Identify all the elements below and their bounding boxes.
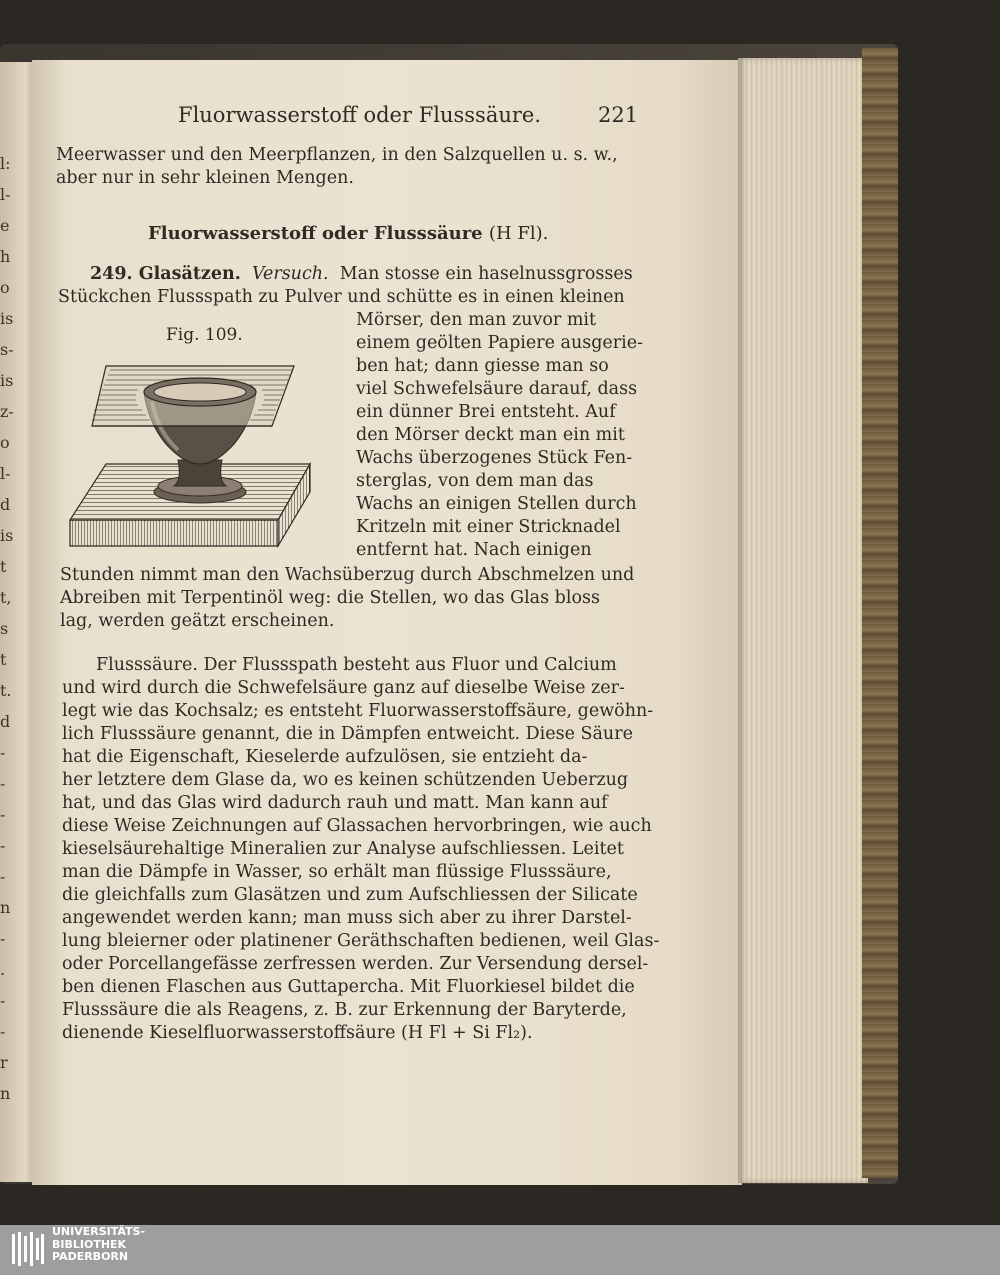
- text-line: ben dienen Flaschen aus Guttapercha. Mit Fluorkiesel bildet die: [62, 977, 635, 997]
- text-line: aber nur in sehr kleinen Mengen.: [56, 168, 354, 188]
- left-page-fragment: s: [0, 619, 9, 638]
- text-line: Mörser, den man zuvor mit: [356, 310, 597, 330]
- library-name-line: UNIVERSITÄTS-: [52, 1225, 146, 1238]
- page-edges: [738, 58, 868, 1183]
- text-line: Flusssäure die als Reagens, z. B. zur Erkennung der Baryterde,: [62, 1000, 627, 1020]
- left-page-fragment: t,: [0, 588, 12, 607]
- text-line: die gleichfalls zum Glasätzen und zum Aufschliessen der Silicate: [62, 885, 638, 905]
- left-page-fragment: is: [0, 526, 14, 545]
- section-heading-formula: (H Fl).: [488, 223, 549, 244]
- text-line: lag, werden geätzt erscheinen.: [60, 611, 335, 631]
- left-page-fragment: z-: [0, 402, 14, 421]
- left-page-fragment: -: [0, 1022, 6, 1041]
- left-page-fragment: -: [0, 991, 6, 1010]
- text-line: Flusssäure. Der Flussspath besteht aus Fluor und Calcium: [96, 655, 617, 675]
- text-line: [90, 264, 633, 284]
- left-page-fragment: t.: [0, 681, 12, 700]
- text-line: her letztere dem Glase da, wo es keinen schützenden Ueberzug: [62, 770, 629, 790]
- left-page-fragment: -: [0, 743, 6, 762]
- left-page-fragment: -: [0, 836, 6, 855]
- library-logo-icon: [10, 1230, 46, 1268]
- library-name-line: PADERBORN: [52, 1250, 129, 1263]
- left-page-fragment: e: [0, 216, 10, 235]
- running-head-title: Fluorwasserstoff oder Flusssäure.: [178, 103, 542, 127]
- text-line: kieselsäurehaltige Mineralien zur Analyse aufschliessen. Leitet: [62, 839, 624, 859]
- base-slab-side: [70, 520, 278, 546]
- text-line: entfernt hat. Nach einigen: [356, 540, 592, 560]
- section-heading: [148, 222, 548, 245]
- text-line: diese Weise Zeichnungen auf Glassachen hervorbringen, wie auch: [62, 816, 652, 836]
- text-line: oder Porcellangefässe zerfressen werden. Zur Versendung dersel-: [62, 954, 649, 974]
- text-line: Wachs überzogenes Stück Fen-: [356, 448, 633, 468]
- left-page-fragment: l:: [0, 154, 11, 173]
- text-line: Kritzeln mit einer Stricknadel: [356, 517, 621, 537]
- left-page-fragment: h: [0, 247, 11, 266]
- left-page-fragment: l-: [0, 185, 11, 204]
- text-line: viel Schwefelsäure darauf, dass: [356, 379, 638, 399]
- text-line: Stunden nimmt man den Wachsüberzug durch Abschmelzen und: [60, 565, 635, 585]
- experiment-number: 249. Glasätzen.: [90, 264, 241, 284]
- text-line: angewendet werden kann; man muss sich aber zu ihrer Darstel-: [62, 908, 632, 928]
- library-name-line: BIBLIOTHEK: [52, 1237, 127, 1251]
- library-footer-strip: [0, 1225, 1000, 1275]
- section-heading-text: Fluorwasserstoff oder Flusssäure: [148, 223, 483, 244]
- page-number: 221: [598, 103, 639, 127]
- text-line: und wird durch die Schwefelsäure ganz auf dieselbe Weise zer-: [62, 678, 625, 698]
- text-line: hat die Eigenschaft, Kieselerde aufzulösen, sie entzieht da-: [62, 747, 588, 767]
- left-page-fragment: l-: [0, 464, 11, 483]
- left-page-fragment: -: [0, 929, 6, 948]
- text-line: ben hat; dann giesse man so: [356, 356, 609, 376]
- left-page-fragment: -: [0, 805, 6, 824]
- figure-caption: Fig. 109.: [166, 325, 243, 345]
- text-line: Meerwasser und den Meerpflanzen, in den Salzquellen u. s. w.,: [56, 145, 618, 165]
- text-line: dienende Kieselfluorwasserstoffsäure (H Fl + Si Fl₂).: [62, 1023, 533, 1043]
- left-page-fragment: t: [0, 650, 7, 669]
- left-page-fragment: o: [0, 278, 10, 297]
- text-line: einem geölten Papiere ausgerie-: [356, 333, 643, 353]
- text-line: Wachs an einigen Stellen durch: [356, 494, 637, 514]
- book-spine: [862, 48, 898, 1178]
- text-line: legt wie das Kochsalz; es entsteht Fluorwasserstoffsäure, gewöhn-: [62, 701, 654, 721]
- left-page-fragment: .: [0, 960, 6, 979]
- mortar-figure: [66, 362, 314, 548]
- text-line: man die Dämpfe in Wasser, so erhält man flüssige Flusssäure,: [62, 862, 612, 882]
- text-line: sterglas, von dem man das: [356, 471, 594, 491]
- left-page-fragment: -: [0, 867, 6, 886]
- left-page-fragment: n: [0, 1084, 11, 1103]
- text-line: lung bleierner oder platinener Geräthschaften bedienen, weil Glas-: [62, 931, 660, 951]
- experiment-label: Versuch.: [251, 264, 329, 284]
- left-page-fragment: is: [0, 371, 14, 390]
- text-line: Abreiben mit Terpentinöl weg: die Stellen, wo das Glas bloss: [60, 588, 600, 608]
- left-page-fragment: r: [0, 1053, 8, 1072]
- left-page-fragment: d: [0, 712, 11, 731]
- left-page-fragment: is: [0, 309, 14, 328]
- text-line: Stückchen Flussspath zu Pulver und schütte es in einen kleinen: [58, 287, 625, 307]
- library-name: [52, 1226, 145, 1264]
- left-page-fragment: n: [0, 898, 11, 917]
- experiment-text: Man stosse ein haselnussgrosses: [339, 264, 633, 284]
- left-page-edge: [0, 62, 36, 1182]
- text-line: hat, und das Glas wird dadurch rauh und matt. Man kann auf: [62, 793, 608, 813]
- left-page-fragment: s-: [0, 340, 14, 359]
- left-page-fragment: d: [0, 495, 11, 514]
- left-page-fragment: o: [0, 433, 10, 452]
- text-line: den Mörser deckt man ein mit: [356, 425, 625, 445]
- left-page-fragment: -: [0, 774, 6, 793]
- left-page-fragment: t: [0, 557, 7, 576]
- text-line: lich Flusssäure genannt, die in Dämpfen entweicht. Diese Säure: [62, 724, 633, 744]
- text-line: ein dünner Brei entsteht. Auf: [356, 402, 616, 422]
